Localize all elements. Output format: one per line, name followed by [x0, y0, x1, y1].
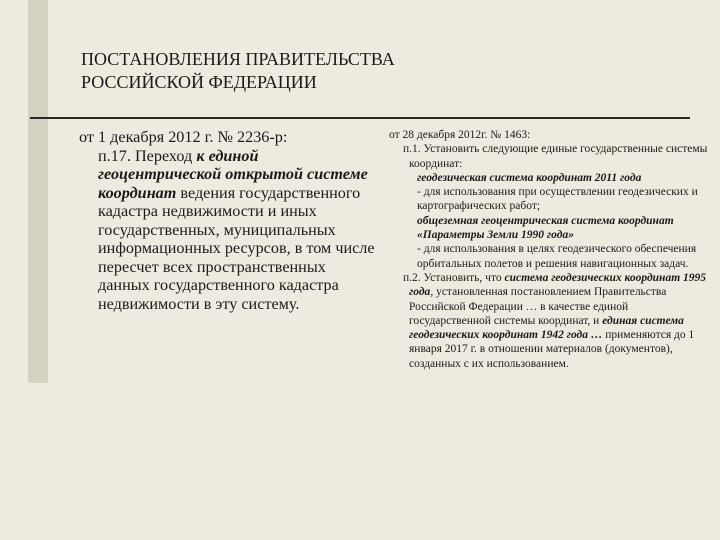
- right-column: [389, 128, 709, 371]
- right-item-1: п.1. Установить следующие единые государственные системы координат:: [403, 143, 708, 170]
- right-gsk-2011: геодезическая система координат 2011 года: [417, 171, 642, 184]
- left-rest: ведения государственного кадастра недвижимости и иных государственных, муниципальных информационных ресурсов, в том числе пересчет всех пространственных данных государственного кадастра недвижимости в эту систему.: [98, 183, 375, 313]
- title-line-1: ПОСТАНОВЛЕНИЯ ПРАВИТЕЛЬСТВА: [81, 49, 395, 69]
- right-item-2-end: применяются до 1 января 2017 г. в отношении материалов (документов), созданных с их использованием.: [409, 329, 695, 370]
- title-line-2: РОССИЙСКОЙ ФЕДЕРАЦИИ: [81, 72, 317, 92]
- right-pz-use: - для использования в целях геодезического обеспечения орбитальных полетов и решения навигационных задач.: [417, 243, 697, 270]
- right-item-2-intro: п.2. Установить, что: [403, 271, 505, 284]
- right-item-2-mid: , установленная постановлением Правительства Российской Федерации … в качестве единой государственной системы координат, и: [409, 286, 667, 327]
- slide-title: [81, 48, 395, 94]
- right-gsk-use: - для использования при осуществлении геодезических и картографических работ;: [417, 186, 698, 213]
- right-item-2: [389, 271, 709, 371]
- left-italic-phrase: к единой геоцентрической открытой системе координат: [98, 146, 368, 202]
- right-sk42: единая система геодезических координат 1942 года …: [409, 314, 684, 342]
- left-column: [79, 128, 379, 313]
- right-pz-90: общеземная геоцентрическая система координат «Параметры Земли 1990 года»: [417, 214, 674, 242]
- right-sk95: система геодезических координат 1995 года: [409, 271, 707, 299]
- left-paragraph: [79, 147, 379, 314]
- decorative-side-bar: [28, 0, 48, 383]
- title-divider: [30, 117, 690, 119]
- right-heading: от 28 декабря 2012г. № 1463:: [389, 129, 531, 141]
- left-heading: от 1 декабря 2012 г. № 2236-р:: [79, 128, 288, 146]
- left-intro: п.17. Переход: [98, 146, 197, 165]
